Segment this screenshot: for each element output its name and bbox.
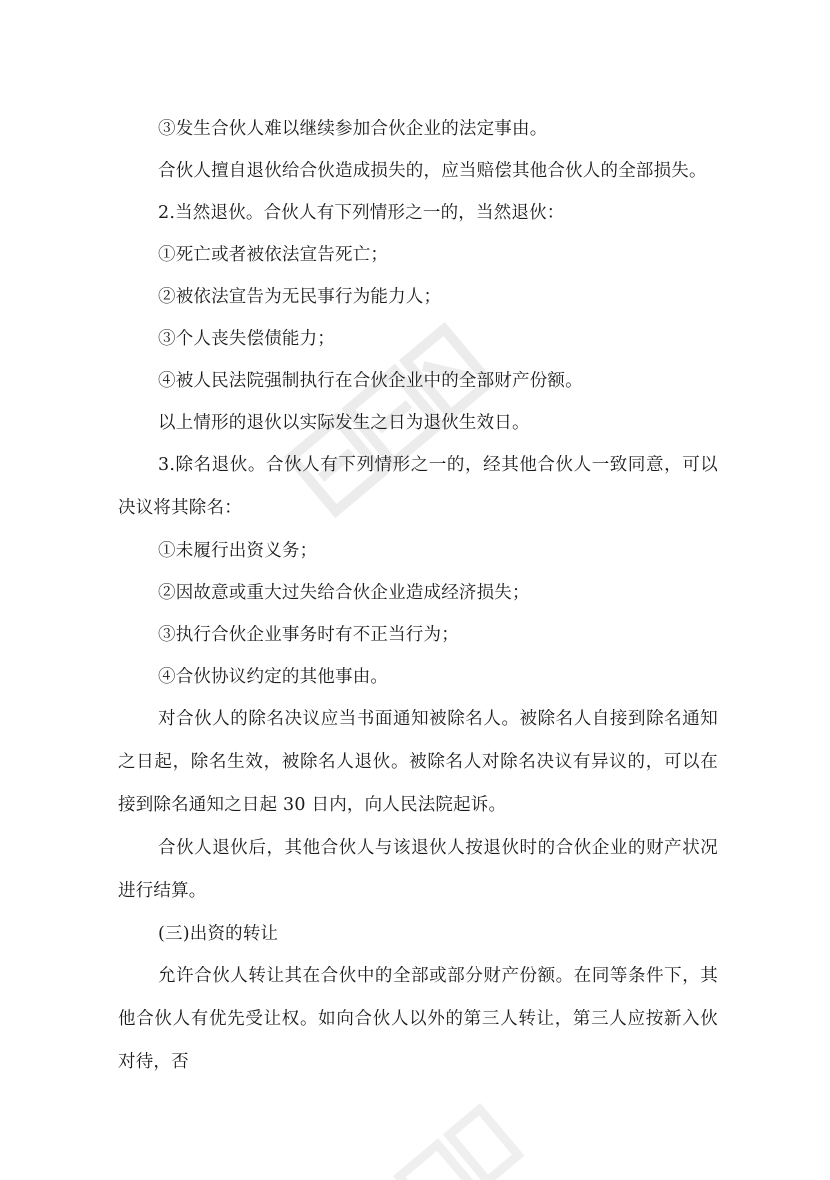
watermark-logo-bottom bbox=[330, 1090, 530, 1180]
list-item: ③执行合伙企业事务时有不正当行为； bbox=[158, 625, 459, 645]
document-body bbox=[118, 108, 718, 1084]
paragraph-expulsion-notice: 对合伙人的除名决议应当书面通知被除名人。被除名人自接到除名通知之日起，除名生效，被除名人退伙。被除名人对除名决议有异议的，可以在接到除名通知之日起 30 日内，向人民法院起诉。 bbox=[118, 709, 718, 815]
list-item: ②被依法宣告为无民事行为能力人； bbox=[158, 287, 442, 307]
list-item: ②因故意或重大过失给合伙企业造成经济损失； bbox=[158, 583, 530, 603]
list-item: ①未履行出资义务； bbox=[158, 541, 318, 561]
paragraph-capital-transfer: 允许合伙人转让其在合伙中的全部或部分财产份额。在同等条件下，其他合伙人有优先受让权。如向合伙人以外的第三人转让，第三人应按新入伙对待，否 bbox=[118, 966, 718, 1072]
heading-automatic-withdrawal: 2.当然退伙。合伙人有下列情形之一的，当然退伙： bbox=[158, 203, 565, 223]
paragraph-effective-date: 以上情形的退伙以实际发生之日为退伙生效日。 bbox=[158, 413, 530, 433]
list-item: ④被人民法院强制执行在合伙企业中的全部财产份额。 bbox=[158, 371, 583, 391]
paragraph-unauthorized-withdrawal: 合伙人擅自退伙给合伙造成损失的，应当赔偿其他合伙人的全部损失。 bbox=[158, 161, 707, 181]
list-item: ④合伙协议约定的其他事由。 bbox=[158, 667, 389, 687]
list-item: ③个人丧失偿债能力； bbox=[158, 329, 335, 349]
paragraph-settlement: 合伙人退伙后，其他合伙人与该退伙人按退伙时的合伙企业的财产状况进行结算。 bbox=[118, 838, 718, 901]
section-heading-capital-transfer: (三)出资的转让 bbox=[158, 924, 279, 944]
list-item: ①死亡或者被依法宣告死亡； bbox=[158, 245, 389, 265]
heading-expulsion-withdrawal: 3.除名退伙。合伙人有下列情形之一的，经其他合伙人一致同意，可以决议将其除名： bbox=[118, 455, 718, 518]
paragraph-reason-3: ③发生合伙人难以继续参加合伙企业的法定事由。 bbox=[158, 119, 548, 139]
